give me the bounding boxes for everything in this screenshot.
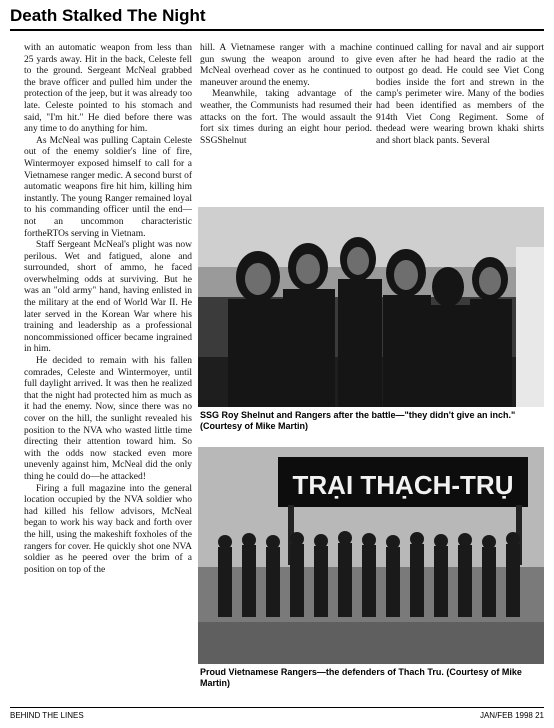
paragraph: As McNeal was pulling Captain Celeste out of the enemy soldier's line of fire, Wintermoyer exposed himself to call for a Vietnamese ranger medic. A second burst of automatic weapons fire hit him, killing him instantly. The young Ranger remained loyal to his commanding officer until the end—not an uncommon characteristic fortheRTOs serving in Vietnam. [24,135,192,239]
camp-sign-text: TRẠI THẠCH-TRỤ [292,470,514,500]
paragraph: Staff Sergeant McNeal's plight was now perilous. Wet and fatigued, alone and surrounded, short of ammo, he faced overwhelming odds at surviving. But he was an "old army" hand, having enlisted in the military at the end of World War II. He later served in the Korean War where his training and leadership as a professional noncommissioned officer became ingrained in him. [24,240,192,355]
footer-issue-page: JAN/FEB 1998 21 [479,711,544,720]
body-column-2 [200,43,372,147]
paragraph: hill. A Vietnamese ranger with a machine gun swung the weapon around to give McNeal overhead cover as he continued to maneuver around the enemy. [200,43,372,88]
paragraph: Meanwhile, taking advantage of the weather, the Communists had resumed their attacks on the fort. The would assault the fort six times during an eight hour period. SSGShelnut [200,89,372,146]
photo-rangers-after-battle [198,207,544,407]
header-rule [10,29,544,31]
body-column-1 [24,43,192,576]
photo-illustration [198,447,544,664]
photo-illustration [198,207,544,407]
body-column-3 [376,43,544,147]
photo-rangers-at-sign [198,447,544,664]
paragraph: He decided to remain with his fallen comrades, Celeste and Wintermoyer, until full daylight arrived. It was then he realized that the night had protected him as much as it had the enemy. Now, since there was no cover on the hill, the sunlight revealed his position to the NVA who wasted little time directing their attention toward him. So with the odds now stacked even more unevenly against him, McNeal did the only thing he could do—he attacked! [24,356,192,482]
photo-caption: SSG Roy Shelnut and Rangers after the battle—"they didn't give an inch." (Courtesy of Mike Martin) [200,410,516,431]
footer-publication: BEHIND THE LINES [10,711,84,720]
paragraph: Firing a full magazine into the general location occupied by the NVA soldier who had killed his fellow advisors, McNeal began to work his way back and forth over the hill, using the makeshift foxholes of the rangers for cover. He quickly shot one NVA soldier as he peered over the brim of a position on top of the [24,483,192,575]
article-title: Death Stalked The Night [10,6,206,25]
footer-rule [10,707,544,708]
paragraph: continued calling for naval and air support even after he had heard the radio at the outpost go dead. He could see Viet Cong bodies inside the fort and strewn in the camp's perimeter wire. Many of the bodies had been identified as members of the 914th Viet Cong Regiment. Some of thedead were wearing brown khaki shirts and short black pants. Several [376,43,544,146]
paragraph: with an automatic weapon from less than 25 yards away. Hit in the back, Celeste fell to the ground. Sergeant McNeal grabbed the brave officer and pulled him under the protection of the jeep, but it was already too late. Celeste pointed to his stomach and said, "I'm hit." He died before there was any time to do anything for him. [24,43,192,135]
photo-caption: Proud Vietnamese Rangers—the defenders of Thach Tru. (Courtesy of Mike Martin) [200,667,522,688]
